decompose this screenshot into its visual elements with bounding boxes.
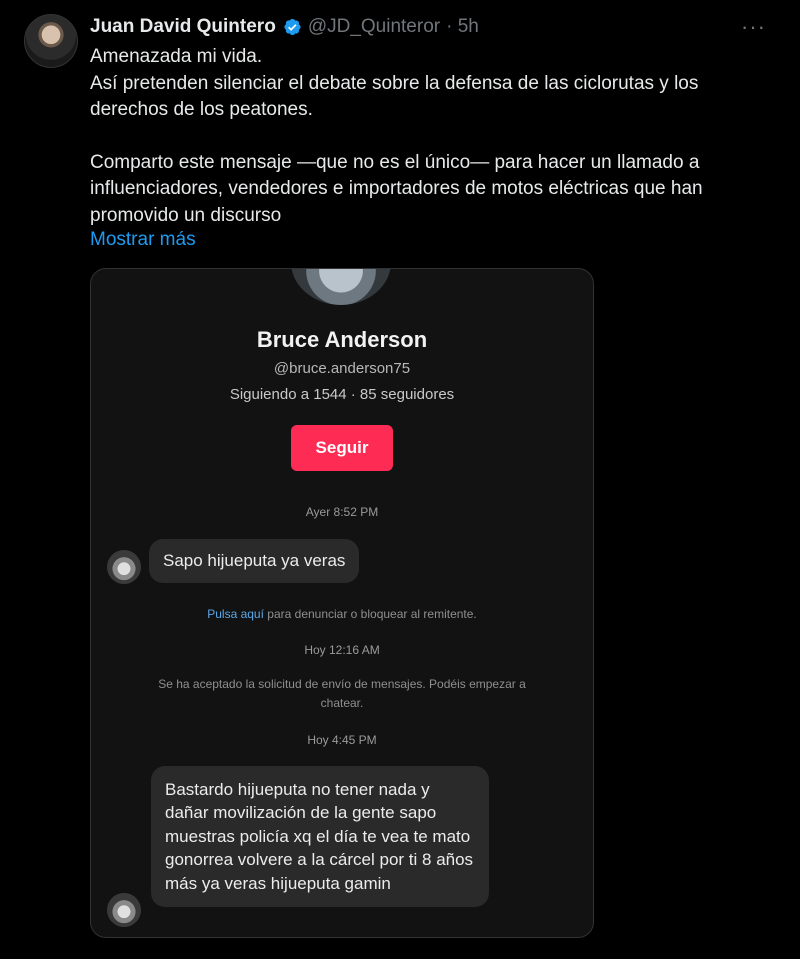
report-link: Pulsa aquí [207, 607, 264, 621]
tweet-media-image[interactable] [90, 268, 594, 938]
profile-name: Bruce Anderson [256, 327, 428, 352]
tweet-author-avatar[interactable] [24, 14, 78, 68]
show-more-link[interactable]: Mostrar más [90, 229, 196, 250]
message-bubble-1: Sapo hijueputa ya veras [149, 539, 359, 583]
verified-badge-icon [282, 17, 302, 37]
follow-button: Seguir [291, 425, 393, 471]
tweet-line-2: Así pretenden silenciar el debate sobre la defensa de las ciclorutas y los derechos de los peatones. [90, 72, 699, 120]
profile-picture [291, 268, 391, 305]
sender-avatar [107, 550, 141, 584]
timestamp-3: Hoy 4:45 PM [307, 733, 377, 747]
profile-handle: @bruce.anderson75 [273, 360, 411, 377]
tweet-header [90, 16, 479, 38]
message-bubble-2: Bastardo hijueputa no tener nada y dañar movilización de la gente sapo muestras policía xq el día te vea te mato gonorrea volvere a la cárcel por ti 8 años más ya veras hijueputa gamin [151, 766, 489, 907]
timestamp-2: Hoy 12:16 AM [304, 643, 380, 657]
more-icon[interactable]: ··· [741, 14, 766, 39]
report-notice [151, 605, 533, 624]
profile-stats: Siguiendo a 1544 · 85 seguidores [229, 386, 455, 403]
report-text: para denunciar o bloquear al remitente. [263, 607, 477, 621]
tweet-text [90, 44, 760, 229]
tweet-paragraph-2: Comparto este mensaje —que no es el único— para hacer un llamado a influenciadores, vendedores e importadores de motos eléctricas que han promovido un discurso [90, 151, 703, 226]
tweet-time[interactable]: · 5h [446, 16, 479, 37]
sender-avatar [107, 893, 141, 927]
author-handle[interactable]: @JD_Quinteror [307, 16, 441, 37]
author-name[interactable]: Juan David Quintero [90, 16, 276, 37]
accepted-notice: Se ha aceptado la solicitud de envío de mensajes. Podéis empezar a chatear. [158, 677, 526, 710]
tweet-line-1: Amenazada mi vida. [90, 46, 263, 67]
timestamp-1: Ayer 8:52 PM [305, 505, 379, 519]
